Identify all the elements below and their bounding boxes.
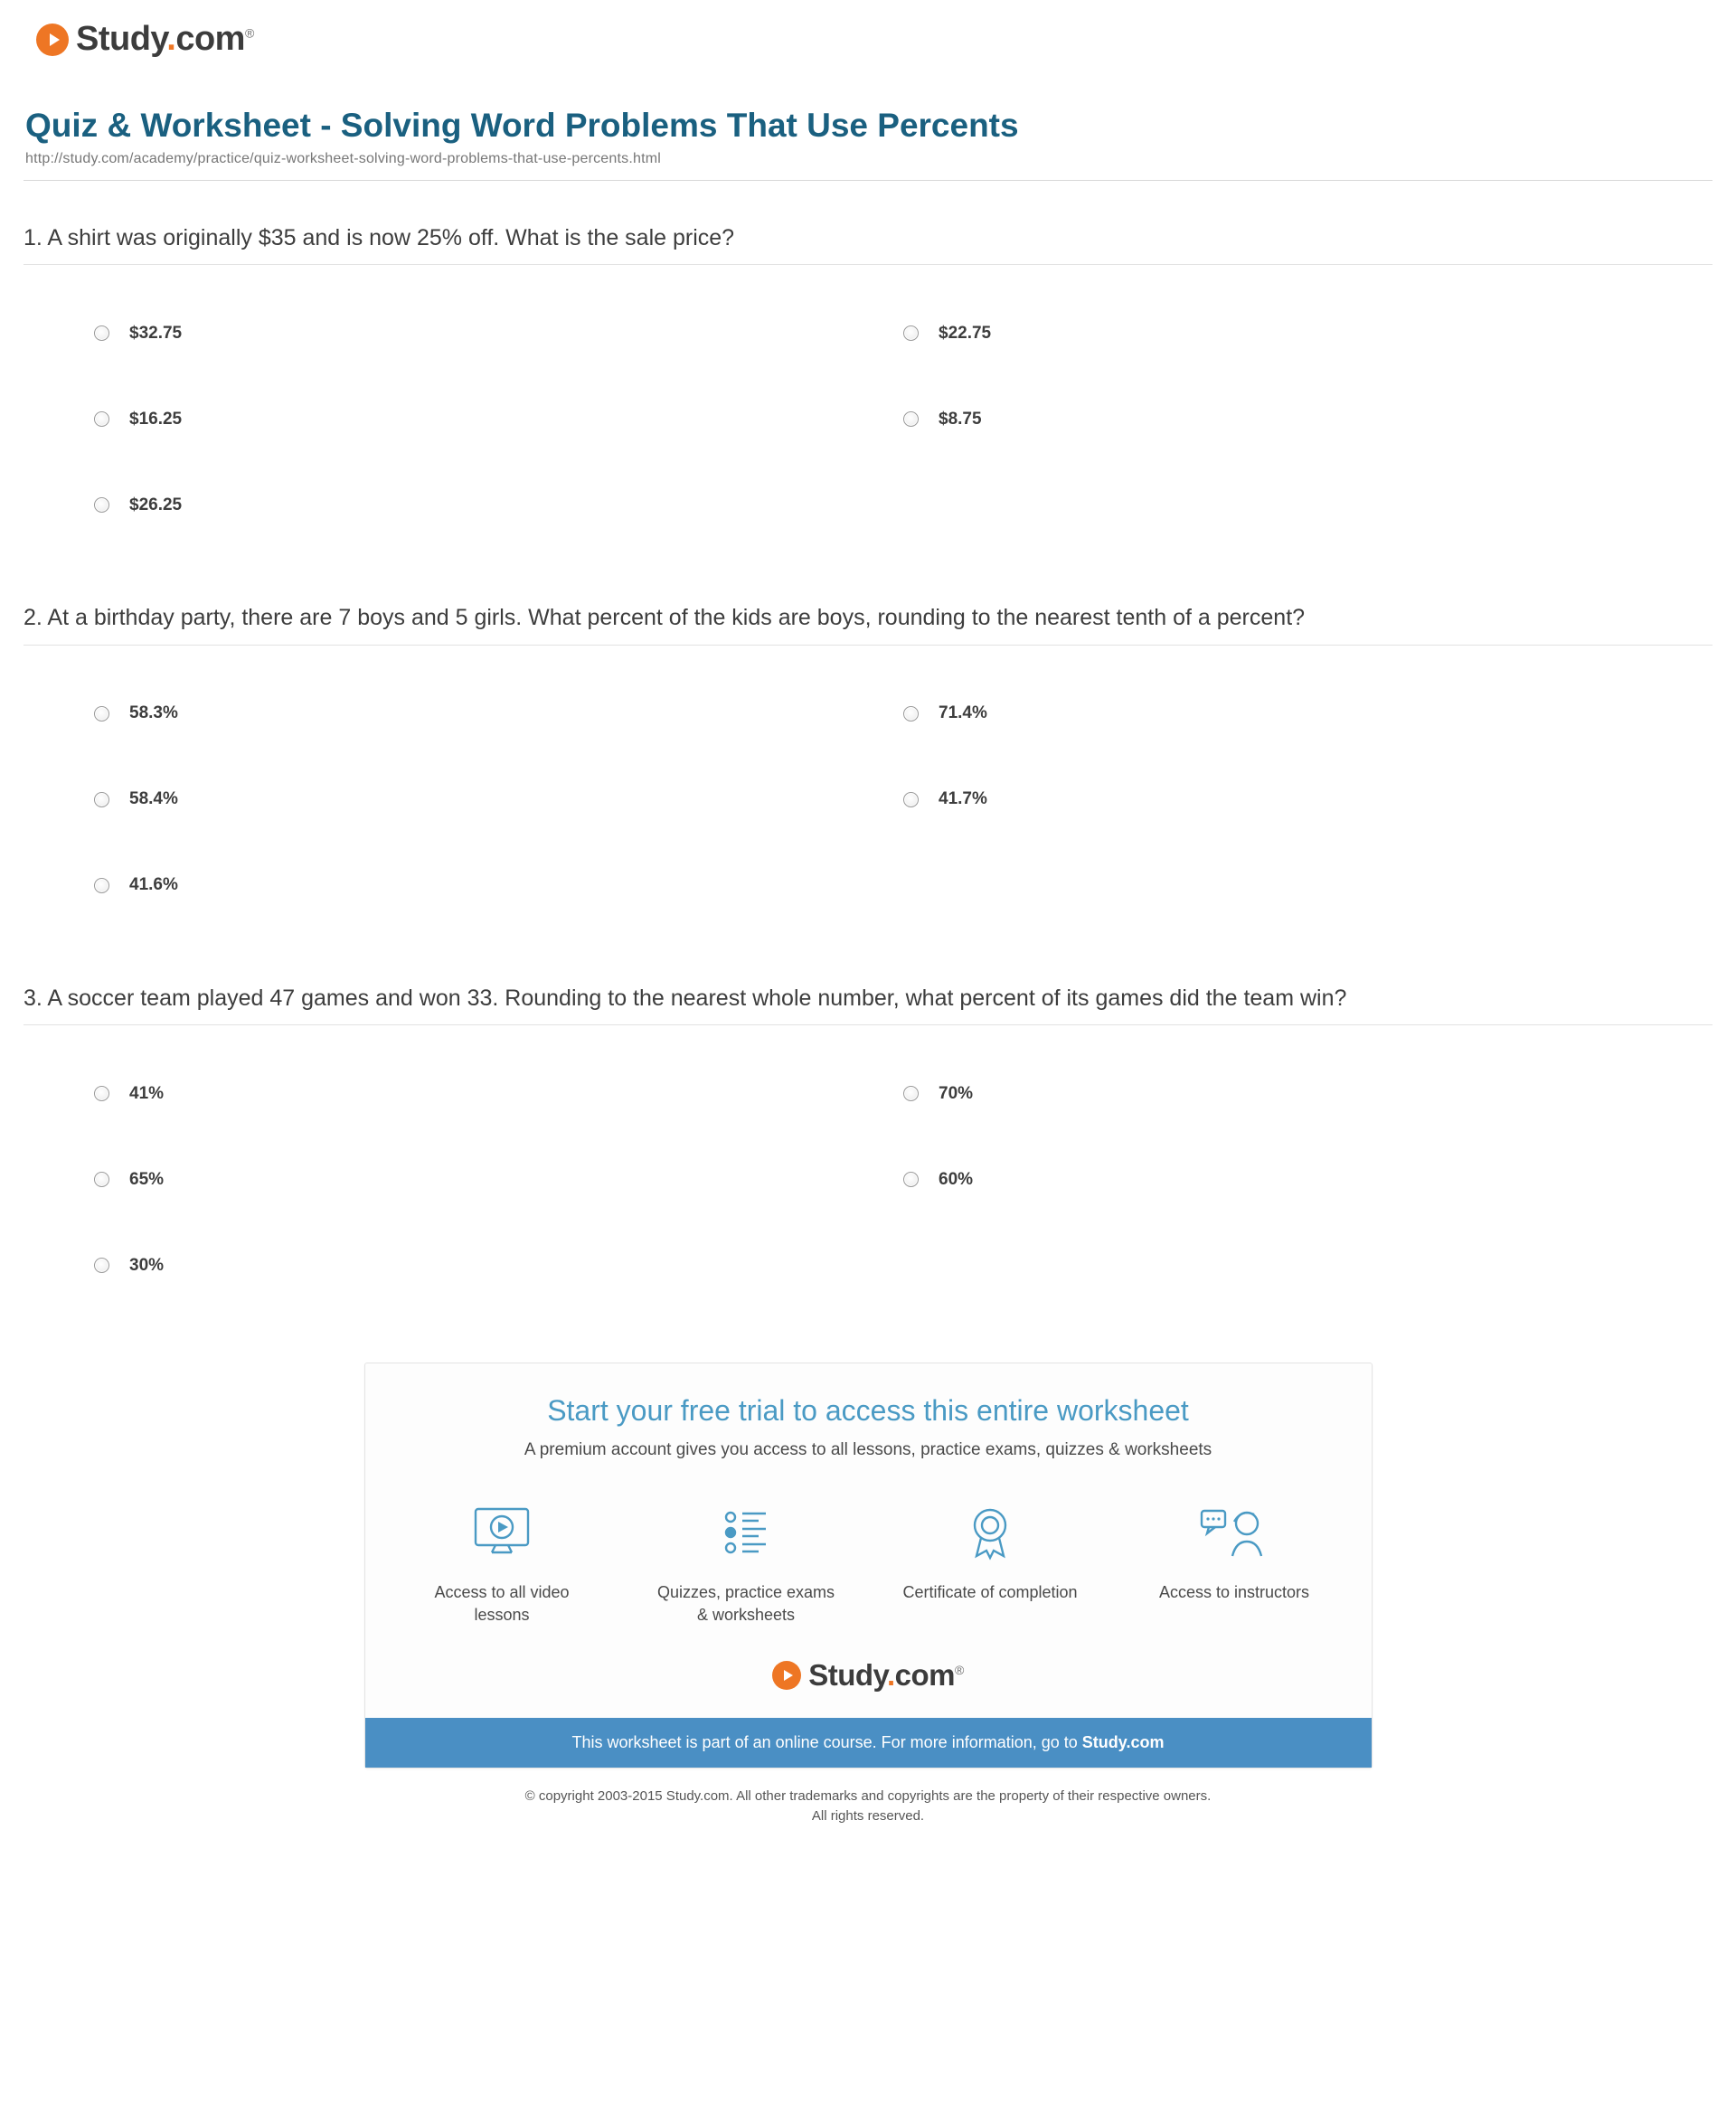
question-divider	[24, 1024, 1712, 1025]
answer-options	[24, 671, 1712, 929]
answer-label: $16.25	[129, 409, 183, 429]
radio-button-icon[interactable]	[94, 878, 109, 893]
feature-item	[411, 1496, 592, 1627]
feature-list	[374, 1496, 1363, 1627]
question-1	[24, 222, 1712, 549]
answer-option[interactable]	[903, 290, 1712, 376]
question-2	[24, 602, 1712, 929]
radio-button-icon[interactable]	[903, 1086, 919, 1101]
free-trial-card	[364, 1363, 1373, 1768]
promo-logo-prefix: Study	[808, 1657, 887, 1692]
question-divider	[24, 645, 1712, 646]
radio-button-icon[interactable]	[903, 1172, 919, 1187]
answer-options	[24, 290, 1712, 548]
answer-label: 41%	[129, 1083, 165, 1103]
radio-button-icon[interactable]	[94, 1258, 109, 1273]
video-lesson-icon	[411, 1496, 592, 1569]
radio-button-icon[interactable]	[903, 792, 919, 807]
answer-option[interactable]	[903, 1051, 1712, 1136]
radio-button-icon[interactable]	[94, 1172, 109, 1187]
promo-section	[24, 1363, 1712, 1768]
promo-bar-text: This worksheet is part of an online course. For more information, go to	[571, 1732, 1082, 1751]
answer-label: 65%	[129, 1169, 165, 1189]
radio-button-icon[interactable]	[94, 1086, 109, 1101]
feature-label: Quizzes, practice exams & worksheets	[656, 1583, 835, 1625]
feature-label: Access to instructors	[1158, 1583, 1310, 1602]
answer-label: 71.4%	[939, 703, 987, 723]
copyright-notice	[24, 1787, 1712, 1827]
header-divider	[24, 180, 1712, 181]
feature-label: Access to all video lessons	[434, 1583, 570, 1625]
radio-button-icon[interactable]	[94, 497, 109, 513]
answer-label: $8.75	[939, 409, 982, 429]
feature-label: Certificate of completion	[902, 1583, 1078, 1602]
answer-option-empty	[903, 843, 1712, 929]
answer-label: 70%	[939, 1083, 974, 1103]
answer-label: $26.25	[129, 495, 183, 514]
copyright-line-1: © copyright 2003-2015 Study.com. All other trademarks and copyrights are the property of their respective owners.	[524, 1787, 1212, 1804]
promo-bar-link[interactable]: Study.com	[1081, 1732, 1165, 1751]
answer-option[interactable]	[903, 757, 1712, 843]
quiz-list-icon	[656, 1496, 836, 1569]
radio-button-icon[interactable]	[94, 792, 109, 807]
answer-option[interactable]	[94, 843, 903, 929]
play-circle-icon	[36, 24, 69, 56]
answer-label: 41.6%	[129, 875, 178, 895]
document-header	[25, 106, 1712, 167]
radio-button-icon[interactable]	[94, 325, 109, 341]
promo-logo-suffix: com	[894, 1657, 955, 1692]
trademark-symbol: ®	[244, 25, 254, 41]
page-url: http://study.com/academy/practice/quiz-worksheet-solving-word-problems-that-use-percents.html	[25, 150, 662, 166]
page-title: Quiz & Worksheet - Solving Word Problems That Use Percents	[25, 107, 1019, 144]
answer-option[interactable]	[94, 1136, 903, 1222]
promo-logo-dot: .	[886, 1657, 895, 1692]
answer-option[interactable]	[94, 1051, 903, 1136]
answer-option-empty	[903, 1222, 1712, 1308]
feature-item	[1144, 1496, 1325, 1627]
answer-label: $32.75	[129, 323, 183, 343]
answer-option[interactable]	[94, 462, 903, 548]
promo-title: Start your free trial to access this entire worksheet	[547, 1394, 1189, 1428]
answer-option[interactable]	[94, 376, 903, 462]
answer-label: 58.4%	[129, 789, 178, 809]
answer-label: 41.7%	[939, 789, 987, 809]
answer-label: 30%	[129, 1255, 165, 1275]
radio-button-icon[interactable]	[94, 411, 109, 427]
answer-options	[24, 1051, 1712, 1308]
feature-item	[656, 1496, 836, 1627]
answer-option[interactable]	[94, 1222, 903, 1308]
radio-button-icon[interactable]	[903, 325, 919, 341]
certificate-icon	[900, 1496, 1080, 1569]
answer-option[interactable]	[94, 290, 903, 376]
answer-option[interactable]	[903, 671, 1712, 757]
question-text: 1. A shirt was originally $35 and is now 25% off. What is the sale price?	[24, 224, 735, 250]
instructor-icon	[1144, 1496, 1325, 1569]
answer-option[interactable]	[94, 757, 903, 843]
answer-option[interactable]	[903, 376, 1712, 462]
promo-footer-bar[interactable]	[365, 1718, 1372, 1768]
radio-button-icon[interactable]	[903, 706, 919, 721]
logo-text-prefix: Study	[76, 20, 167, 58]
question-3	[24, 983, 1712, 1309]
logo-text-suffix: com	[175, 20, 245, 58]
promo-logo[interactable]	[374, 1658, 1363, 1693]
logo-wordmark	[76, 20, 254, 59]
radio-button-icon[interactable]	[94, 706, 109, 721]
copyright-line-2: All rights reserved.	[811, 1808, 925, 1825]
promo-subtitle: A premium account gives you access to all lessons, practice exams, quizzes & worksheets	[524, 1440, 1212, 1460]
answer-label: 60%	[939, 1169, 974, 1189]
trademark-symbol: ®	[954, 1662, 964, 1677]
promo-logo-wordmark	[808, 1658, 964, 1693]
site-logo[interactable]	[36, 20, 1712, 59]
radio-button-icon[interactable]	[903, 411, 919, 427]
feature-item	[900, 1496, 1080, 1627]
question-text: 2. At a birthday party, there are 7 boys and 5 girls. What percent of the kids are boys, rounding to the nearest tenth of a percent?	[24, 605, 1306, 631]
logo-text-dot: .	[166, 20, 176, 58]
answer-label: $22.75	[939, 323, 992, 343]
question-divider	[24, 264, 1712, 265]
answer-option-empty	[903, 462, 1712, 548]
question-text: 3. A soccer team played 47 games and won 33. Rounding to the nearest whole number, what percent of its games did the team win?	[24, 985, 1347, 1011]
answer-option[interactable]	[94, 671, 903, 757]
play-circle-icon	[772, 1661, 801, 1690]
answer-label: 58.3%	[129, 703, 178, 723]
answer-option[interactable]	[903, 1136, 1712, 1222]
